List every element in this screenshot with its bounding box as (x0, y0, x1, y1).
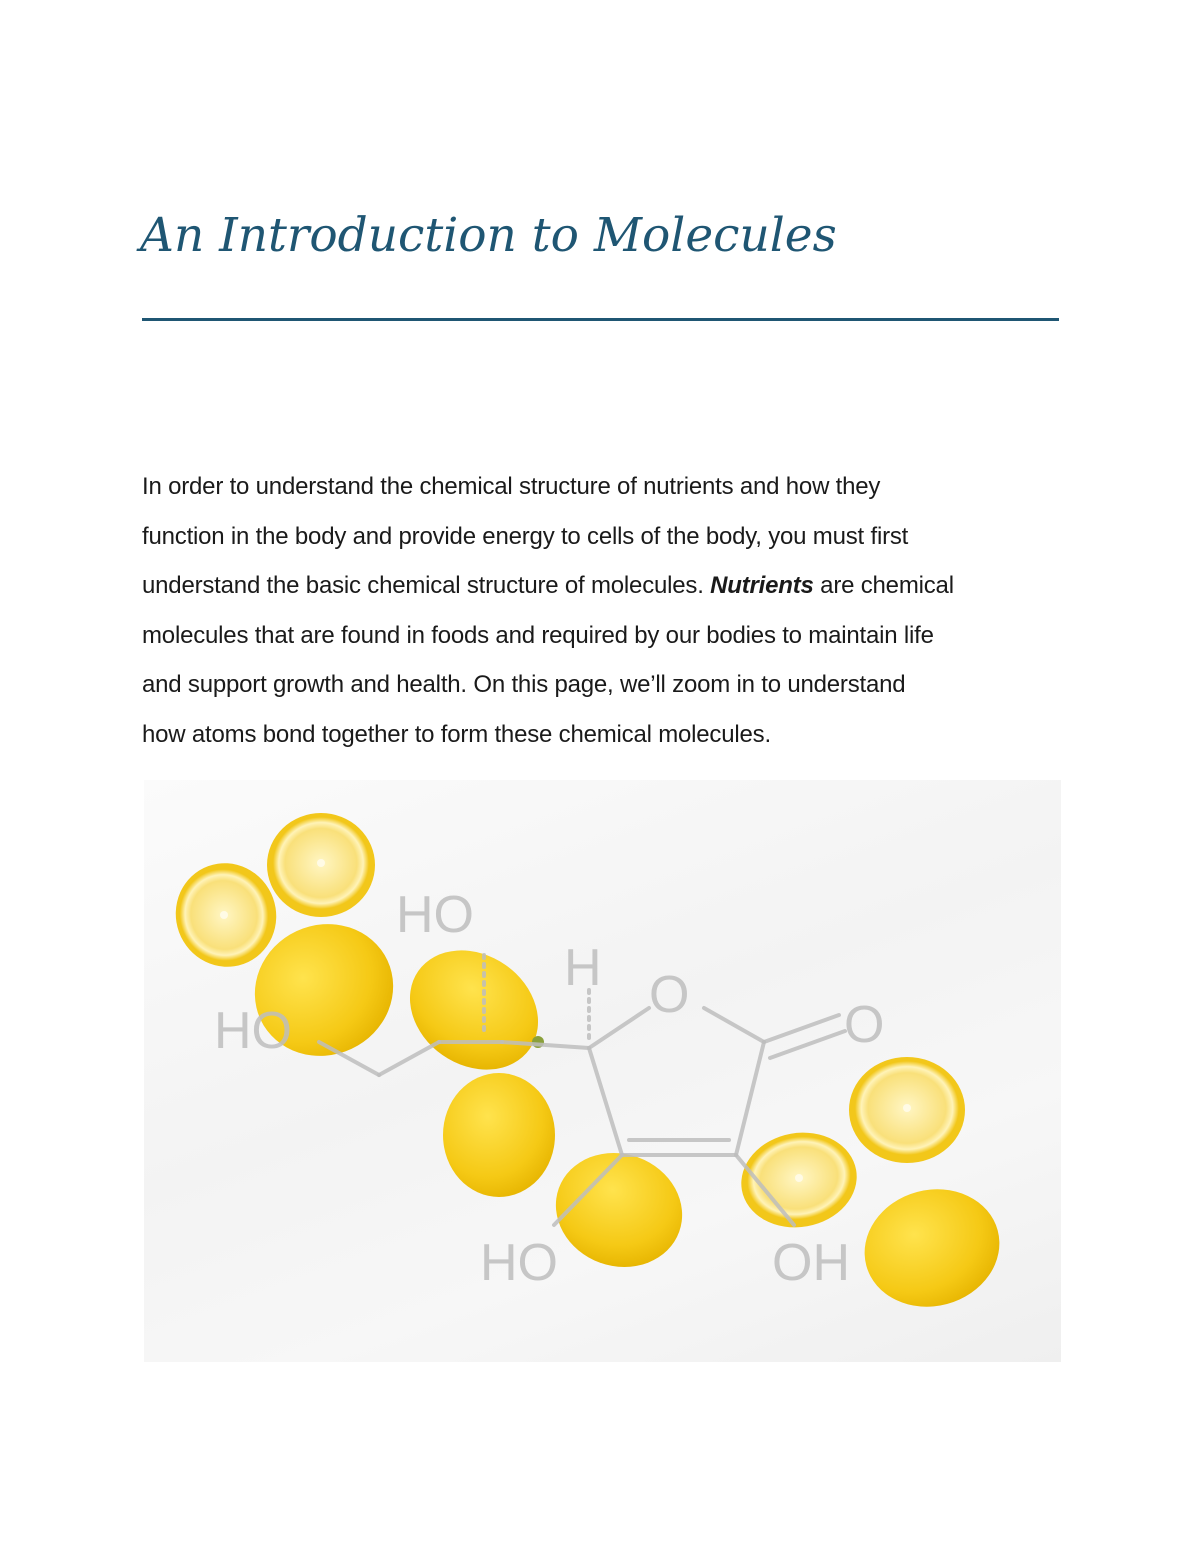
intro-line: molecules that are found in foods and required by our bodies to maintain life (142, 621, 934, 649)
cut-lemon-icon (734, 1124, 865, 1237)
lemon-icon (387, 926, 561, 1094)
label-o-ring: O (649, 966, 690, 1024)
intro-line: In order to understand the chemical structure of nutrients and how they (142, 473, 881, 500)
label-h: H (564, 939, 602, 997)
intro-paragraph (142, 462, 1072, 759)
lemon-icon (851, 1174, 1012, 1321)
intro-line-part: understand the basic chemical structure of molecules. (142, 572, 711, 599)
label-ho-top: HO (396, 886, 474, 944)
lemon-icon (443, 1073, 555, 1197)
title-divider (142, 318, 1059, 321)
nutrients-term: Nutrients (710, 572, 814, 599)
intro-line: and support growth and health. On this page, we’ll zoom in to understand (142, 671, 906, 698)
cut-lemon-icon (849, 1057, 965, 1163)
intro-line-part: are chemical (813, 572, 954, 599)
cut-lemon-icon (267, 813, 375, 917)
label-ho-left: HO (214, 1002, 292, 1060)
label-oh-bottom: OH (772, 1234, 850, 1292)
page-title: An Introduction to Molecules (140, 208, 837, 263)
intro-line: how atoms bond together to form these chemical molecules. (142, 720, 771, 748)
intro-line (142, 561, 1072, 611)
lemon-molecule-illustration (144, 780, 1061, 1362)
label-o-carbonyl: O (844, 996, 885, 1054)
label-ho-bottom: HO (480, 1234, 558, 1292)
illustration-svg (144, 780, 1061, 1362)
lemons (161, 813, 1012, 1322)
intro-line: function in the body and provide energy to cells of the body, you must first (142, 522, 909, 550)
